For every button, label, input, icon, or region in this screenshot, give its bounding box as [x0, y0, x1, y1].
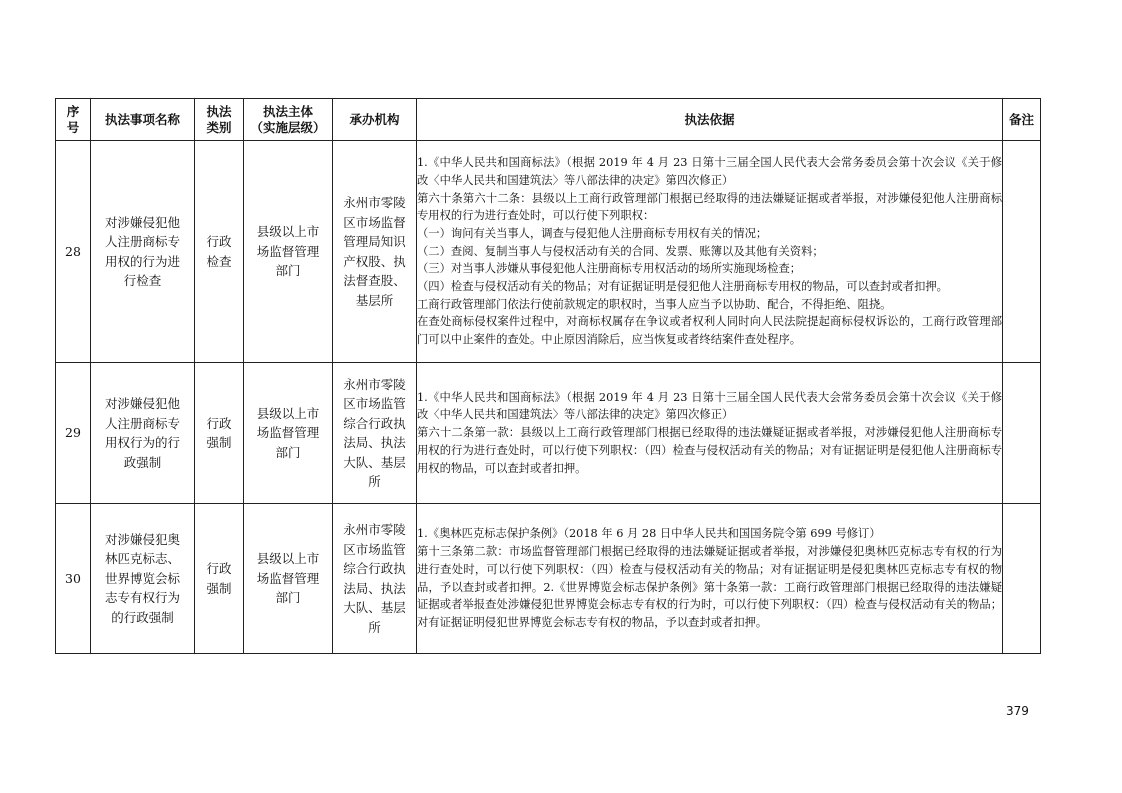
table-row — [56, 504, 1041, 654]
row-item: 对涉嫌侵犯他人注册商标专用权行为的行政强制 — [91, 363, 195, 504]
row-category: 行政强制 — [195, 504, 244, 654]
table-row — [56, 141, 1041, 363]
row-basis — [417, 141, 1003, 363]
row-basis — [417, 363, 1003, 504]
basis-paragraph: 1.《中华人民共和国商标法》（根据 2019 年 4 月 23 日第十三届全国人民代表大会常务委员会第十次会议《关于修改〈中华人民共和国建筑法〉等八部法律的决定》第四次修正） — [417, 390, 1002, 422]
row-remark — [1003, 141, 1041, 363]
row-seq: 28 — [56, 141, 91, 363]
header-category: 执法类别 — [195, 99, 244, 141]
header-row — [56, 99, 1041, 141]
page-number: 379 — [1006, 704, 1029, 718]
row-subject: 县级以上市场监督管理部门 — [244, 504, 333, 654]
header-remark: 备注 — [1003, 99, 1041, 141]
basis-paragraph: （三）对当事人涉嫌从事侵犯他人注册商标专用权活动的场所实施现场检查； — [417, 262, 802, 276]
header-subject-line1: 执法主体 — [262, 103, 313, 119]
basis-paragraph: 1.《奥林匹克标志保护条例》（2018 年 6 月 28 日中华人民共和国国务院令第 699 号修订） — [417, 527, 881, 541]
basis-paragraph: （四）检查与侵权活动有关的物品；对有证据证明是侵犯他人注册商标专用权的物品，可以查封或者扣押。 — [417, 280, 948, 294]
row-subject: 县级以上市场监督管理部门 — [244, 141, 333, 363]
header-seq: 序号 — [56, 99, 91, 141]
basis-paragraph: 在查处商标侵权案件过程中，对商标权属存在争议或者权利人同时向人民法院提起商标侵权诉讼的，工商行政管理部门可以中止案件的查处。中止原因消除后，应当恢复或者终结案件查处程序。 — [417, 315, 1002, 347]
header-subject — [244, 99, 333, 141]
row-org: 永州市零陵区市场监督管理局知识产权股、执法督查股、基层所 — [333, 141, 417, 363]
row-item: 对涉嫌侵犯奥林匹克标志、世界博览会标志专有权行为的行政强制 — [91, 504, 195, 654]
basis-paragraph: 第六十二条第一款：县级以上工商行政管理部门根据已经取得的违法嫌疑证据或者举报，对涉嫌侵犯他人注册商标专用权的行为进行查处时，可以行使下列职权：（四）检查与侵权活动有关的物品；对有证据证明是侵犯他人注册商标专用权的物品，可以查封或者扣押。 — [417, 426, 1002, 475]
header-subject-line2: （实施层级） — [250, 119, 326, 135]
row-seq: 29 — [56, 363, 91, 504]
enforcement-table — [55, 98, 1041, 654]
row-org: 永州市零陵区市场监管综合行政执法局、执法大队、基层所 — [333, 504, 417, 654]
row-category: 行政检查 — [195, 141, 244, 363]
row-remark — [1003, 363, 1041, 504]
basis-paragraph: （一）询问有关当事人，调查与侵犯他人注册商标专用权有关的情况； — [417, 226, 768, 240]
row-item: 对涉嫌侵犯他人注册商标专用权的行为进行检查 — [91, 141, 195, 363]
row-seq: 30 — [56, 504, 91, 654]
basis-paragraph: 1.《中华人民共和国商标法》（根据 2019 年 4 月 23 日第十三届全国人民代表大会常务委员会第十次会议《关于修改〈中华人民共和国建筑法〉等八部法律的决定》第四次修正） — [417, 156, 1002, 187]
basis-paragraph: 第六十条第六十二条：县级以上工商行政管理部门根据已经取得的违法嫌疑证据或者举报，对涉嫌侵犯他人注册商标专用权的行为进行查处时，可以行使下列职权： — [417, 191, 1002, 223]
row-basis — [417, 504, 1003, 654]
header-item: 执法事项名称 — [91, 99, 195, 141]
header-basis: 执法依据 — [417, 99, 1003, 141]
row-subject: 县级以上市场监督管理部门 — [244, 363, 333, 504]
row-category: 行政强制 — [195, 363, 244, 504]
basis-paragraph: 工商行政管理部门依法行使前款规定的职权时，当事人应当予以协助、配合，不得拒绝、阻挠。 — [417, 297, 892, 311]
table-row — [56, 363, 1041, 504]
basis-paragraph: 第十三条第二款：市场监督管理部门根据已经取得的违法嫌疑证据或者举报，对涉嫌侵犯奥林匹克标志专有权的行为进行查处时，可以行使下列职权：（四）检查与侵权活动有关的物品；对有证据证明是侵犯奥林匹克标志专有权的物品，予以查封或者扣押。2.《世界博览会标志保护条例》第十条第一款：工商行政管理部门根据已经取得的违法嫌疑证据或者举报查处涉嫌侵犯世界博览会标志专有权的行为时，可以行使下列职权：（四）检查与侵权活动有关的物品；对有证据证明侵犯世界博览会标志专有权的物品，予以查封或者扣押。 — [417, 545, 1002, 629]
header-org: 承办机构 — [333, 99, 417, 141]
row-org: 永州市零陵区市场监管综合行政执法局、执法大队、基层所 — [333, 363, 417, 504]
basis-paragraph: （二）查阅、复制当事人与侵权活动有关的合同、发票、账簿以及其他有关资料； — [417, 244, 824, 258]
row-remark — [1003, 504, 1041, 654]
